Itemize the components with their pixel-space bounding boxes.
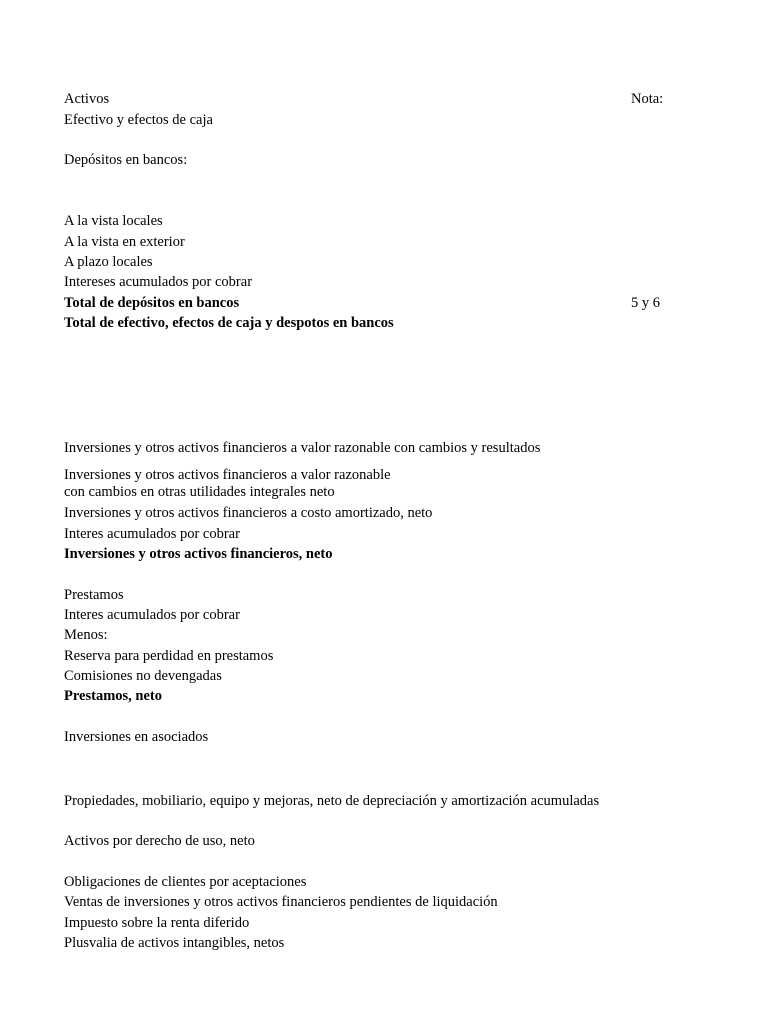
row-vista-locales: A la vista locales xyxy=(64,213,163,229)
note-total-depositos: 5 y 6 xyxy=(631,295,660,311)
row-plazo-locales: A plazo locales xyxy=(64,254,153,270)
row-propiedades: Propiedades, mobiliario, equipo y mejoras, neto de depreciación y amortización acumuladas xyxy=(64,793,600,809)
row-inv-interes-cobrar: Interes acumulados por cobrar xyxy=(64,526,240,542)
row-efectivo: Efectivo y efectos de caja xyxy=(64,112,213,128)
row-inv-costo-amortizado: Inversiones y otros activos financieros a costo amortizado, neto xyxy=(64,505,433,521)
row-total-depositos: Total de depósitos en bancos xyxy=(64,295,240,311)
row-reserva: Reserva para perdidad en prestamos xyxy=(64,648,274,664)
row-depositos-header: Depósitos en bancos: xyxy=(64,152,188,168)
row-prestamos-neto: Prestamos, neto xyxy=(64,688,162,704)
row-inv-razonable-resultados: Inversiones y otros activos financieros a valor razonable con cambios y resultados xyxy=(64,440,541,456)
row-inv-neto: Inversiones y otros activos financieros, neto xyxy=(64,546,333,562)
row-inv-razonable-oui-line2: con cambios en otras utilidades integrales neto xyxy=(64,484,335,500)
row-obligaciones-clientes: Obligaciones de clientes por aceptaciones xyxy=(64,874,307,890)
row-menos: Menos: xyxy=(64,627,108,643)
row-derecho-uso: Activos por derecho de uso, neto xyxy=(64,833,255,849)
row-ventas-inversiones: Ventas de inversiones y otros activos financieros pendientes de liquidación xyxy=(64,894,498,910)
row-inv-razonable-oui-line1: Inversiones y otros activos financieros a valor razonable xyxy=(64,467,391,483)
section-title-activos: Activos xyxy=(64,91,110,107)
row-comisiones: Comisiones no devengadas xyxy=(64,668,222,684)
row-vista-exterior: A la vista en exterior xyxy=(64,234,185,250)
row-inv-asociados: Inversiones en asociados xyxy=(64,729,209,745)
note-column-header: Nota: xyxy=(631,91,664,107)
row-intereses-cobrar: Intereses acumulados por cobrar xyxy=(64,274,253,290)
row-prestamos-interes: Interes acumulados por cobrar xyxy=(64,607,240,623)
row-total-efectivo: Total de efectivo, efectos de caja y despotos en bancos xyxy=(64,315,394,331)
row-impuesto-diferido: Impuesto sobre la renta diferido xyxy=(64,915,250,931)
row-plusvalia: Plusvalia de activos intangibles, netos xyxy=(64,935,285,951)
row-prestamos: Prestamos xyxy=(64,587,124,603)
